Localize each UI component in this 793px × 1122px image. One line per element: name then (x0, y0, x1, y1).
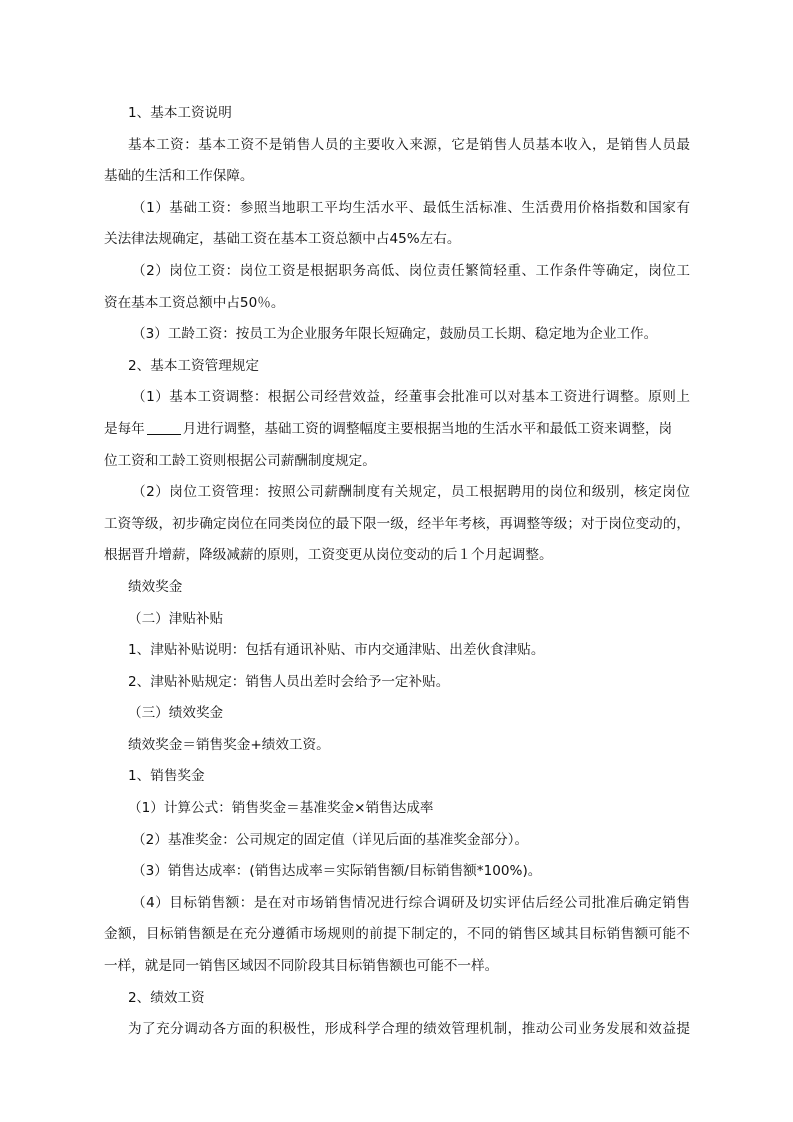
paragraph-line: 绩效奖金＝销售奖金+绩效工资。 (128, 736, 330, 753)
heading-basic-salary-description: 1、基本工资说明 (128, 105, 232, 121)
paragraph-line: （3）销售达成率：(销售达成率＝实际销售额/目标销售额*100%)。 (132, 863, 542, 880)
paragraph-line: 基础的生活和工作保障。 (104, 168, 254, 185)
heading-allowance: （二）津贴补贴 (128, 610, 224, 627)
heading-performance-bonus-3: （三）绩效奖金 (128, 705, 224, 722)
paragraph-line: 2、津贴补贴规定：销售人员出差时会给予一定补贴。 (128, 673, 450, 690)
paragraph-line: 一样，就是同一销售区域因不同阶段其目标销售额也可能不一样。 (104, 958, 499, 975)
text-segment: 是每年 (104, 420, 145, 437)
paragraph-line: 为了充分调动各方面的积极性，形成科学合理的绩效管理机制，推动公司业务发展和效益提 (128, 1021, 690, 1038)
paragraph-line: （3）工龄工资：按员工为企业服务年限长短确定，鼓励员工长期、稳定地为企业工作。 (132, 326, 658, 343)
paragraph-line: 关法律法规确定，基础工资在基本工资总额中占45%左右。 (104, 231, 461, 248)
paragraph-line: （1）计算公式：销售奖金＝基准奖金×销售达成率 (128, 800, 434, 817)
paragraph-line: 金额，目标销售额是在充分遵循市场规则的前提下制定的，不同的销售区域其目标销售额可能不 (104, 926, 690, 943)
paragraph-line: 1、津贴补贴说明：包括有通讯补贴、市内交通津贴、出差伙食津贴。 (128, 642, 545, 659)
paragraph-line: （1）基本工资调整：根据公司经营效益，经董事会批准可以对基本工资进行调整。原则上 (132, 389, 690, 406)
paragraph-line-with-blank (104, 416, 690, 448)
heading-basic-salary-rules: 2、基本工资管理规定 (128, 357, 259, 374)
paragraph-line: 基本工资：基本工资不是销售人员的主要收入来源，它是销售人员基本收入，是销售人员最 (128, 136, 690, 153)
heading-sales-bonus: 1、销售奖金 (128, 768, 205, 785)
paragraph-line: 位工资和工龄工资则根据公司薪酬制度规定。 (104, 452, 376, 469)
paragraph-line: （1）基础工资：参照当地职工平均生活水平、最低生活标准、生活费用价格指数和国家有 (132, 199, 690, 216)
paragraph-line: （2）岗位工资管理：按照公司薪酬制度有关规定，员工根据聘用的岗位和级别，核定岗位 (132, 484, 690, 501)
text-segment: 月进行调整，基础工资的调整幅度主要根据当地的生活水平和最低工资来调整，岗 (182, 420, 673, 437)
paragraph-line: 工资等级，初步确定岗位在同类岗位的最下限一级，经半年考核，再调整等级；对于岗位变动的， (104, 515, 690, 532)
paragraph-line: （2）基准奖金：公司规定的固定值（详见后面的基准奖金部分）。 (132, 831, 529, 848)
paragraph-line: 资在基本工资总额中占50％。 (104, 294, 285, 311)
heading-performance-salary: 2、绩效工资 (128, 989, 205, 1006)
heading-performance-bonus: 绩效奖金 (128, 578, 183, 595)
fill-in-blank (147, 420, 181, 435)
paragraph-line: （2）岗位工资：岗位工资是根据职务高低、岗位责任繁简轻重、工作条件等确定，岗位工 (132, 262, 690, 279)
document-page (104, 100, 690, 1048)
paragraph-line: （4）目标销售额：是在对市场销售情况进行综合调研及切实评估后经公司批准后确定销售 (132, 894, 690, 911)
paragraph-line: 根据晋升增薪，降级减薪的原则，工资变更从岗位变动的后１个月起调整。 (104, 547, 553, 564)
